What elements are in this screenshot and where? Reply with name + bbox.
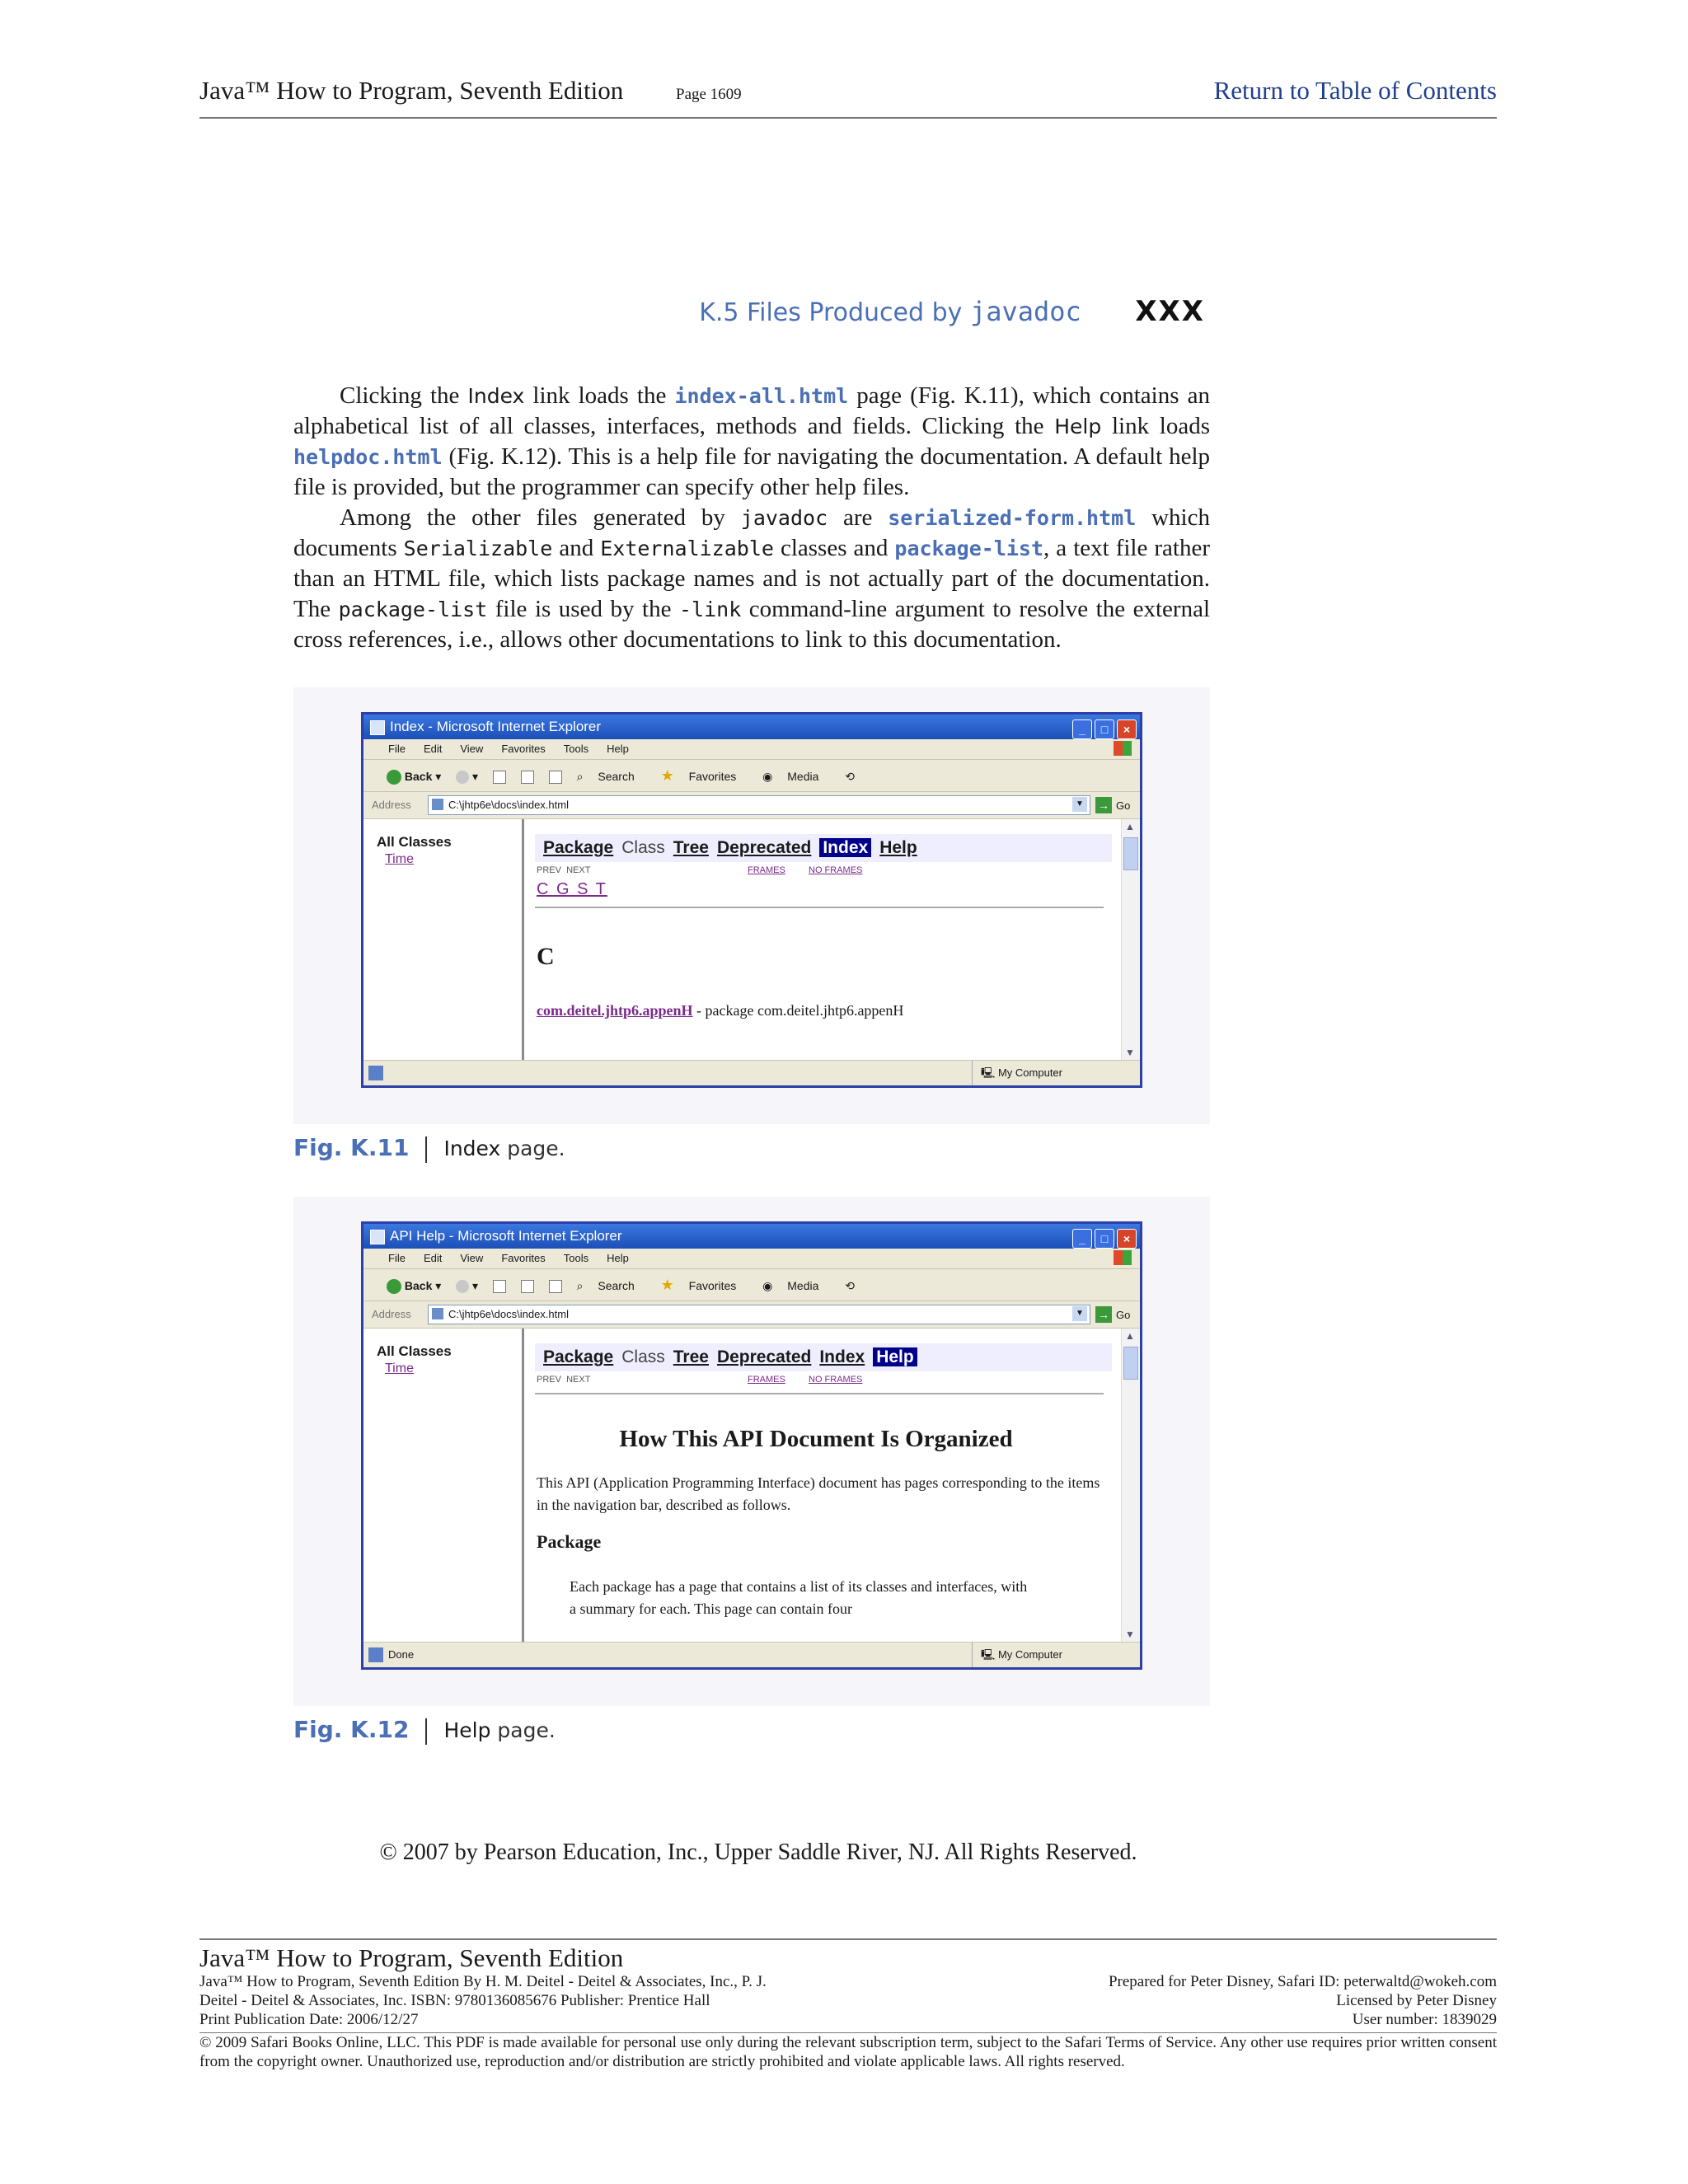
- footer-book-title: Java™ How to Program, Seventh Edition: [199, 1943, 624, 1972]
- maximize-icon[interactable]: □: [1095, 719, 1114, 739]
- forward-arrow-icon: [456, 771, 469, 784]
- history-icon: ⟲: [845, 770, 856, 783]
- p2-segment: and: [552, 535, 601, 561]
- help-subheading: Package: [537, 1531, 602, 1552]
- stop-button[interactable]: [493, 1279, 506, 1292]
- menu-tools[interactable]: Tools: [563, 1252, 589, 1264]
- prev-label: PREV: [537, 1375, 561, 1385]
- page-content: [363, 819, 1140, 1060]
- frames-link[interactable]: FRAMES: [748, 865, 785, 875]
- p2-segment: classes and: [773, 535, 895, 561]
- status-bar: [363, 1642, 1140, 1667]
- stop-icon: [493, 771, 506, 784]
- forward-button[interactable]: ▾: [456, 770, 478, 783]
- favorites-button[interactable]: ★ Favorites: [660, 767, 737, 784]
- zone-indicator: 🖳 My Computer: [972, 1061, 1062, 1085]
- p2-segment: -link: [678, 598, 742, 621]
- menu-help[interactable]: Help: [607, 1252, 629, 1264]
- footer-line-2-right: Licensed by Peter Disney: [1336, 1992, 1497, 2009]
- section-page-number: XXX: [1135, 295, 1205, 328]
- go-arrow-icon: →: [1095, 797, 1112, 813]
- page-footer: [199, 1938, 1497, 2071]
- nav-class: Class: [621, 838, 665, 857]
- window-titlebar: [363, 1224, 1140, 1249]
- nav-help[interactable]: Help: [879, 838, 917, 857]
- media-icon: ◉: [762, 770, 773, 783]
- caption-word: Help: [443, 1718, 491, 1742]
- p2-segment: javadoc: [740, 506, 828, 530]
- caption-text: page.: [490, 1718, 556, 1742]
- refresh-button[interactable]: [521, 770, 534, 783]
- sub-nav: [537, 865, 1105, 875]
- index-letter-heading: C: [537, 943, 555, 970]
- favorites-button[interactable]: ★ Favorites: [660, 1277, 737, 1293]
- page-status-icon: [368, 1066, 383, 1080]
- search-icon: ⌕: [576, 1279, 584, 1292]
- doc-nav-bar: [535, 1343, 1112, 1371]
- media-icon: ◉: [762, 1279, 773, 1292]
- computer-icon: 🖳: [981, 1648, 996, 1661]
- package-desc: - package com.deitel.jhtp6.appenH: [692, 1002, 904, 1019]
- package-link[interactable]: com.deitel.jhtp6.appenH: [537, 1002, 693, 1019]
- windows-logo-icon: [1114, 1250, 1132, 1265]
- p2-segment: Serializable: [403, 537, 553, 560]
- divider: [535, 1393, 1104, 1394]
- scroll-thumb[interactable]: [1123, 1347, 1138, 1380]
- nav-package[interactable]: Package: [543, 838, 614, 857]
- page-status-icon: [368, 1647, 383, 1662]
- help-heading: How This API Document Is Organized: [619, 1426, 1013, 1452]
- address-label: Address: [372, 799, 411, 811]
- back-button[interactable]: Back ▾: [387, 770, 441, 783]
- p2-segment: serialized-form.html: [888, 506, 1137, 530]
- zone-indicator: 🖳 My Computer: [972, 1643, 1062, 1667]
- nav-tree[interactable]: Tree: [673, 1347, 709, 1366]
- nav-class: Class: [621, 1347, 665, 1366]
- toolbar: [363, 1269, 1140, 1301]
- address-bar: [363, 1301, 1140, 1329]
- next-label: NEXT: [566, 1375, 591, 1385]
- scrollbar[interactable]: [1121, 819, 1140, 1060]
- p2-segment: Among the other files generated by: [340, 504, 741, 531]
- paragraph-2: [293, 503, 1210, 655]
- search-button[interactable]: ⌕ Search: [576, 770, 635, 783]
- close-icon[interactable]: ×: [1117, 719, 1137, 739]
- home-icon: [549, 771, 562, 784]
- back-arrow-icon: [387, 770, 401, 785]
- stop-icon: [493, 1280, 506, 1293]
- frames-link[interactable]: FRAMES: [748, 1375, 785, 1385]
- refresh-button[interactable]: [521, 1279, 534, 1292]
- next-label: NEXT: [566, 865, 591, 875]
- menu-tools[interactable]: Tools: [563, 743, 589, 755]
- header-page-label: Page 1609: [676, 86, 742, 103]
- refresh-icon: [521, 1280, 534, 1293]
- doc-nav-bar: [535, 834, 1112, 862]
- nav-deprecated[interactable]: Deprecated: [716, 838, 812, 857]
- scrollbar[interactable]: [1121, 1329, 1140, 1642]
- star-icon: ★: [660, 1277, 674, 1293]
- p1-segment: Clicking the: [340, 382, 468, 409]
- no-frames-link[interactable]: NO FRAMES: [809, 1375, 863, 1385]
- prev-label: PREV: [537, 865, 561, 875]
- footer-line-1-right: Prepared for Peter Disney, Safari ID: peterwaltd@wokeh.com: [1108, 1973, 1497, 1990]
- section-prefix: K.5 Files Produced by: [699, 298, 963, 327]
- search-button[interactable]: ⌕ Search: [576, 1279, 635, 1292]
- history-icon: ⟲: [845, 1279, 856, 1292]
- menu-edit[interactable]: Edit: [423, 743, 443, 755]
- caption-text: page.: [500, 1137, 565, 1160]
- minimize-icon[interactable]: _: [1072, 719, 1092, 739]
- index-letters[interactable]: C G S T: [537, 880, 607, 898]
- menu-bar: [363, 1249, 1140, 1269]
- copyright-notice: © 2007 by Pearson Education, Inc., Upper Saddle River, NJ. All Rights Reserved.: [379, 1840, 1137, 1865]
- p2-segment: , a text file rather than an HTML file, which lists package names and is not actually part of the documentation. The: [293, 535, 1210, 622]
- running-header: [199, 76, 1497, 119]
- section-code: javadoc: [969, 296, 1081, 327]
- refresh-icon: [521, 771, 534, 784]
- caption-word: Index: [443, 1137, 501, 1160]
- menu-view[interactable]: View: [460, 743, 484, 755]
- stop-button[interactable]: [493, 770, 506, 783]
- p1-segment: index-all.html: [674, 384, 849, 408]
- p2-segment: which documents: [293, 504, 1210, 561]
- help-package-text: Each package has a page that contains a list of its classes and interfaces, with a summary for each. This page can contain four: [570, 1578, 1028, 1617]
- divider: [535, 907, 1104, 908]
- class-list-frame: [363, 1329, 524, 1642]
- nav-help: Help: [873, 1347, 917, 1366]
- nav-index: Index: [819, 838, 871, 857]
- ie-page-icon: [370, 1230, 385, 1244]
- menu-favorites[interactable]: Favorites: [501, 1252, 546, 1264]
- star-icon: ★: [660, 767, 674, 784]
- status-bar: [363, 1060, 1140, 1085]
- toolbar: [363, 760, 1140, 792]
- footer-line-2-left: Deitel - Deitel & Associates, Inc. ISBN: 9780136085676 Publisher: Prentice Hall: [199, 1992, 710, 2009]
- p1-segment: link loads: [1101, 413, 1210, 439]
- back-arrow-icon: [387, 1279, 401, 1294]
- p1-segment: Help: [1054, 415, 1102, 438]
- figure-k11-panel: [293, 687, 1210, 1124]
- figure-k12-caption: [293, 1716, 556, 1745]
- menu-bar: [363, 739, 1140, 760]
- home-button[interactable]: [549, 1279, 562, 1292]
- p1-segment: (Fig. K.12). This is a help file for navigating the documentation. A default help file is provided, but the programmer can specify other help files.: [293, 443, 1210, 500]
- p2-segment: command-line argument to resolve the external cross references, i.e., allows other documentations to link to this documentation.: [293, 596, 1211, 653]
- media-button[interactable]: ◉ Media: [762, 1279, 819, 1292]
- menu-favorites[interactable]: Favorites: [501, 743, 546, 755]
- home-button[interactable]: [549, 770, 562, 783]
- footer-line-3-left: Print Publication Date: 2006/12/27: [199, 2011, 419, 2028]
- history-button[interactable]: [845, 770, 866, 783]
- all-classes-heading: All Classes: [377, 834, 452, 850]
- menu-file[interactable]: File: [388, 1252, 406, 1264]
- history-button[interactable]: [845, 1279, 866, 1292]
- scroll-down-icon[interactable]: ▼: [1125, 1047, 1135, 1058]
- figure-k11-caption: [293, 1134, 565, 1163]
- no-frames-link[interactable]: NO FRAMES: [809, 865, 863, 875]
- page-content: [363, 1329, 1140, 1642]
- p2-segment: file is used by the: [487, 596, 679, 622]
- chevron-down-icon[interactable]: ▼: [1072, 1306, 1087, 1321]
- p1-segment: page (Fig. K.11), which contains an alphabetical list of all classes, interfaces, methods and fields. Clicking the: [293, 382, 1210, 439]
- scroll-thumb[interactable]: [1123, 837, 1138, 870]
- toc-link[interactable]: Return to Table of Contents: [1213, 76, 1497, 105]
- maximize-icon[interactable]: □: [1095, 1229, 1114, 1249]
- sub-nav: [537, 1375, 1105, 1385]
- p2-segment: package-list: [338, 598, 488, 621]
- help-intro: This API (Application Programming Interface) document has pages corresponding to the items in the navigation bar, described as follows.: [537, 1474, 1100, 1513]
- index-entry: [537, 1002, 903, 1019]
- menu-view[interactable]: View: [460, 1252, 484, 1264]
- doc-frame: [525, 819, 1118, 1060]
- p2-segment: Externalizable: [600, 537, 774, 560]
- doc-frame: [525, 1329, 1118, 1642]
- window-title: API Help - Microsoft Internet Explorer: [390, 1228, 622, 1244]
- chevron-down-icon[interactable]: ▼: [1072, 797, 1087, 812]
- go-button[interactable]: → Go: [1095, 1306, 1130, 1324]
- p1-segment: Index: [467, 384, 525, 408]
- p1-segment: link loads the: [524, 382, 675, 409]
- go-button[interactable]: → Go: [1095, 797, 1130, 814]
- computer-icon: 🖳: [981, 1066, 996, 1079]
- footer-line-3-right: User number: 1839029: [1352, 2011, 1497, 2028]
- forward-button[interactable]: ▾: [456, 1279, 478, 1292]
- menu-edit[interactable]: Edit: [423, 1252, 443, 1264]
- address-bar: [363, 792, 1140, 819]
- browser-window: [361, 1221, 1142, 1670]
- forward-arrow-icon: [456, 1280, 469, 1293]
- close-icon[interactable]: ×: [1117, 1229, 1137, 1249]
- paragraph-1: [293, 381, 1210, 503]
- footer-legal: © 2009 Safari Books Online, LLC. This PDF is made available for personal use only during the relevant subscription term, subject to the Safari Terms of Service. Any other use requires prior written consent from the copyright owner. Unauthorized use, reproduction and/or distribution are strictly prohibited and violate applicable laws. All rights reserved.: [199, 2034, 1497, 2070]
- class-link-time[interactable]: Time: [385, 852, 414, 866]
- go-arrow-icon: →: [1095, 1306, 1112, 1323]
- media-button[interactable]: ◉ Media: [762, 770, 819, 783]
- nav-deprecated[interactable]: Deprecated: [716, 1347, 812, 1366]
- scroll-up-icon[interactable]: ▲: [1125, 1330, 1135, 1342]
- home-icon: [549, 1280, 562, 1293]
- footer-line-1-left: Java™ How to Program, Seventh Edition By H. M. Deitel - Deitel & Associates, Inc., P. J.: [199, 1973, 767, 1990]
- p1-segment: helpdoc.html: [293, 445, 443, 469]
- caption-number: Fig. K.11: [293, 1134, 410, 1161]
- menu-file[interactable]: File: [388, 743, 406, 755]
- class-list-frame: [363, 819, 524, 1060]
- all-classes-heading: All Classes: [377, 1343, 452, 1359]
- caption-divider: [425, 1137, 427, 1163]
- windows-logo-icon: [1114, 741, 1132, 756]
- scroll-up-icon[interactable]: ▲: [1125, 821, 1135, 832]
- address-label: Address: [372, 1308, 411, 1320]
- address-input[interactable]: C:\jhtp6e\docs\index.html: [428, 795, 1090, 815]
- nav-tree[interactable]: Tree: [673, 838, 709, 857]
- browser-window: [361, 712, 1142, 1088]
- nav-index[interactable]: Index: [819, 1347, 865, 1366]
- figure-k12-panel: [293, 1197, 1210, 1706]
- menu-help[interactable]: Help: [607, 743, 629, 755]
- ie-page-icon: [370, 720, 385, 735]
- caption-number: Fig. K.12: [293, 1716, 410, 1743]
- p2-segment: package-list: [894, 537, 1044, 560]
- minimize-icon[interactable]: _: [1072, 1229, 1092, 1249]
- window-title: Index - Microsoft Internet Explorer: [390, 719, 602, 734]
- p2-segment: are: [828, 504, 889, 531]
- scroll-down-icon[interactable]: ▼: [1125, 1629, 1135, 1640]
- address-input[interactable]: C:\jhtp6e\docs\index.html: [428, 1305, 1090, 1324]
- status-text: Done: [388, 1648, 415, 1661]
- search-icon: ⌕: [576, 770, 584, 783]
- caption-divider: [425, 1718, 427, 1745]
- nav-package[interactable]: Package: [543, 1347, 614, 1366]
- back-button[interactable]: Back ▾: [387, 1279, 441, 1292]
- window-titlebar: [363, 715, 1140, 739]
- header-book-title: Java™ How to Program, Seventh Edition: [199, 76, 624, 105]
- body-text: [293, 381, 1210, 655]
- class-link-time[interactable]: Time: [385, 1361, 414, 1376]
- section-heading: [699, 295, 1205, 328]
